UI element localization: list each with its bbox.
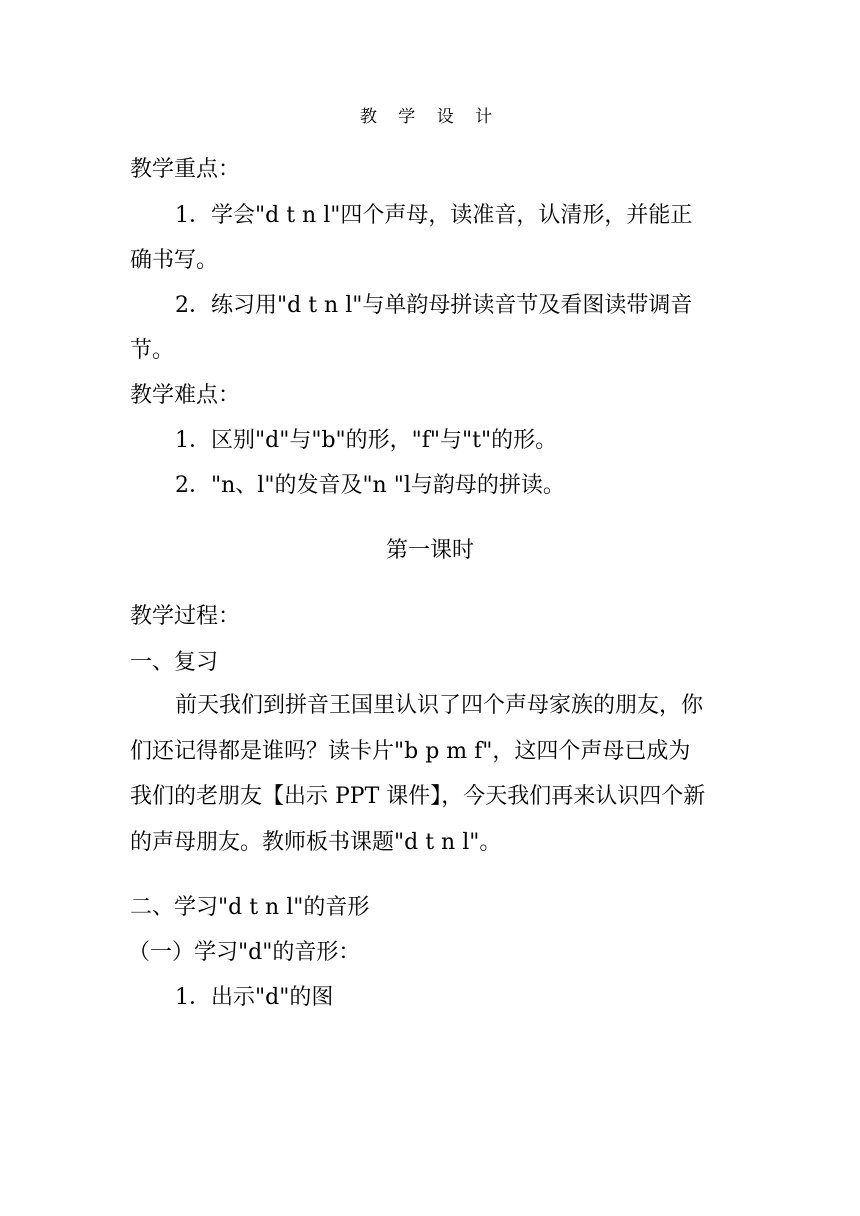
- difficulty-item-1: 1．区别"d"与"b"的形，"f"与"t"的形。: [175, 428, 558, 453]
- section-1-paragraph-line-4: 的声母朋友。教师板书课题"d t n l"。: [130, 830, 502, 855]
- subsection-1-item: 1．出示"d"的图: [175, 985, 334, 1010]
- lesson-title: 第一课时: [385, 538, 474, 563]
- section-1-paragraph-line-1: 前天我们到拼音王国里认识了四个声母家族的朋友，你: [175, 693, 704, 718]
- focus-item-2-line-2: 节。: [130, 338, 175, 363]
- section-1-heading: 一、复习: [130, 650, 219, 675]
- section-2-heading: 二、学习"d t n l"的音形: [130, 895, 370, 920]
- difficulty-item-2: 2．"n、l"的发音及"n "l与韵母的拼读。: [175, 473, 565, 498]
- focus-item-2-line-1: 2．练习用"d t n l"与单韵母拼读音节及看图读带调音: [175, 293, 693, 318]
- focus-item-1-line-1: 1．学会"d t n l"四个声母，读准音，认清形，并能正: [175, 203, 693, 228]
- process-heading: 教学过程：: [130, 604, 241, 629]
- section-1-paragraph-line-2: 们还记得都是谁吗？读卡片"b p m f"，这四个声母已成为: [130, 739, 691, 764]
- subsection-1-heading: （一）学习"d"的音形：: [128, 940, 361, 965]
- focus-item-1-line-2: 确书写。: [130, 248, 219, 273]
- focus-heading: 教学重点：: [130, 157, 241, 182]
- difficulty-heading: 教学难点：: [130, 383, 241, 408]
- section-1-paragraph-line-3: 我们的老朋友【出示 PPT 课件】，今天我们再来认识四个新: [130, 784, 706, 809]
- document-title: 教 学 设 计: [359, 107, 501, 127]
